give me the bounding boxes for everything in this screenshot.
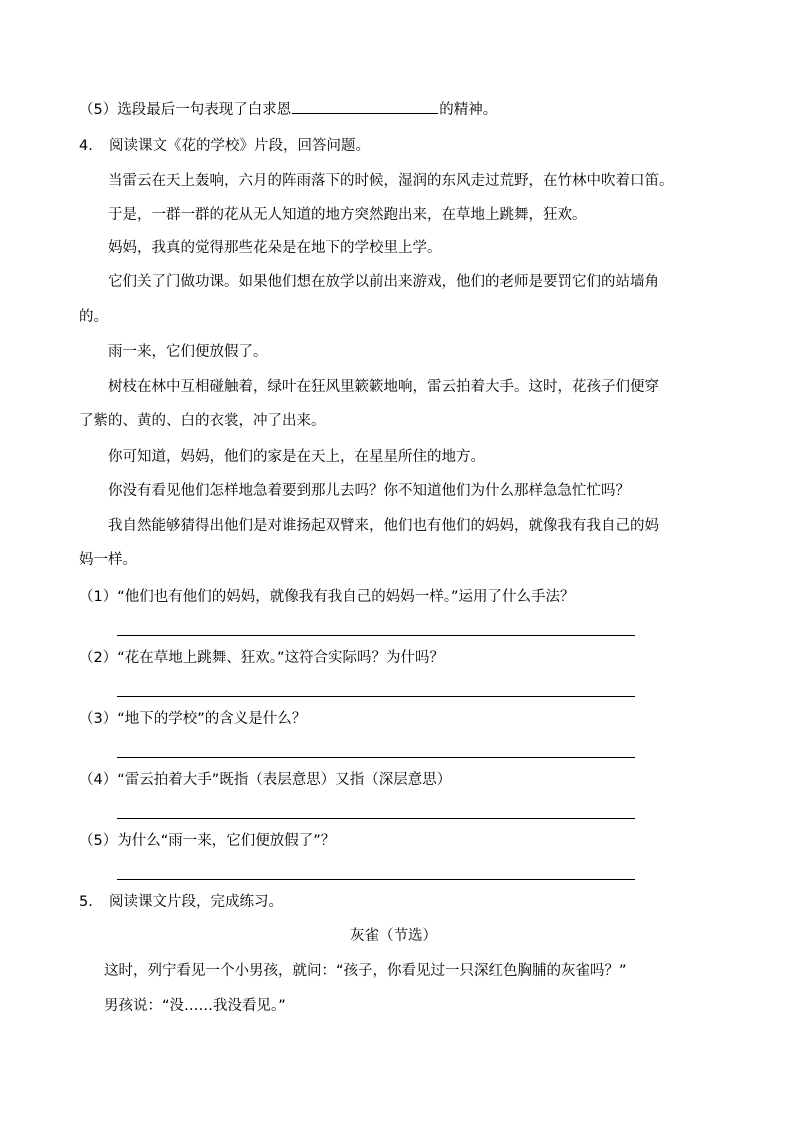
q5-header bbox=[79, 892, 283, 912]
q3-sub5-suffix: 的精神。 bbox=[439, 102, 498, 118]
q5-number: 5. bbox=[79, 894, 93, 910]
q4-sub3-question: （3）“地下的学校”的含义是什么？ bbox=[79, 711, 307, 727]
q4-sub4-answer-line[interactable] bbox=[117, 818, 635, 819]
q3-sub5-prefix: （5）选段最后一句表现了白求恩 bbox=[79, 102, 292, 118]
q4-sub2-question: （2）“花在草地上跳舞、狂欢。”这符合实际吗？为什吗？ bbox=[79, 650, 444, 666]
q3-sub5-blank[interactable] bbox=[292, 99, 438, 114]
q4-sub4-question: （4）“雷云拍着大手”既指（表层意思）又指（深层意思） bbox=[79, 772, 452, 788]
q4-passage-line: 我自然能够猜得出他们是对谁扬起双臂来，他们也有他们的妈妈，就像我有我自己的妈 bbox=[108, 518, 659, 534]
q4-passage-line: 妈一样。 bbox=[79, 552, 137, 568]
q4-header bbox=[79, 136, 370, 156]
q4-passage-line: 你可知道，妈妈，他们的家是在天上，在星星所住的地方。 bbox=[108, 449, 485, 465]
q5-passage-title: 灰雀（节选） bbox=[350, 928, 437, 944]
q4-sub1-answer-line[interactable] bbox=[117, 635, 635, 636]
q4-passage-line: 雨一来，它们便放假了。 bbox=[108, 344, 268, 360]
q4-number: 4. bbox=[79, 138, 93, 154]
q4-passage-line: 了紫的、黄的、白的衣裳，冲了出来。 bbox=[79, 413, 326, 429]
q5-passage-line: 男孩说：“没……我没看见。” bbox=[104, 998, 286, 1014]
q4-sub2-answer-line[interactable] bbox=[117, 696, 635, 697]
q4-passage-line: 当雷云在天上轰响，六月的阵雨落下的时候，湿润的东风走过荒野，在竹林中吹着口笛。 bbox=[108, 173, 674, 189]
q4-passage-line: 的。 bbox=[79, 309, 108, 325]
q4-passage-line: 于是，一群一群的花从无人知道的地方突然跑出来，在草地上跳舞，狂欢。 bbox=[108, 207, 587, 223]
q4-passage-line: 它们关了门做功课。如果他们想在放学以前出来游戏，他们的老师是要罚它们的站墙角 bbox=[108, 274, 659, 290]
q5-instruction: 阅读课文片段，完成练习。 bbox=[109, 894, 283, 910]
q4-passage-line: 树枝在林中互相碰触着，绿叶在狂风里簌簌地响，雷云拍着大手。这时，花孩子们便穿 bbox=[108, 379, 659, 395]
q4-passage-line: 妈妈，我真的觉得那些花朵是在地下的学校里上学。 bbox=[108, 240, 442, 256]
q4-sub3-answer-line[interactable] bbox=[117, 757, 635, 758]
q3-sub5-question bbox=[79, 99, 497, 119]
q4-passage-line: 你没有看见他们怎样地急着要到那儿去吗？你不知道他们为什么那样急急忙忙吗？ bbox=[108, 483, 630, 499]
q4-sub5-answer-line[interactable] bbox=[117, 879, 635, 880]
q4-instruction: 阅读课文《花的学校》片段，回答问题。 bbox=[109, 138, 370, 154]
q4-sub1-question: （1）“他们也有他们的妈妈，就像我有我自己的妈妈一样。”运用了什么手法？ bbox=[79, 589, 575, 605]
q5-passage-line: 这时，列宁看见一个小男孩，就问：“孩子，你看见过一只深红色胸脯的灰雀吗？” bbox=[104, 963, 627, 979]
q4-sub5-question: （5）为什么“雨一来，它们便放假了”？ bbox=[79, 833, 336, 849]
